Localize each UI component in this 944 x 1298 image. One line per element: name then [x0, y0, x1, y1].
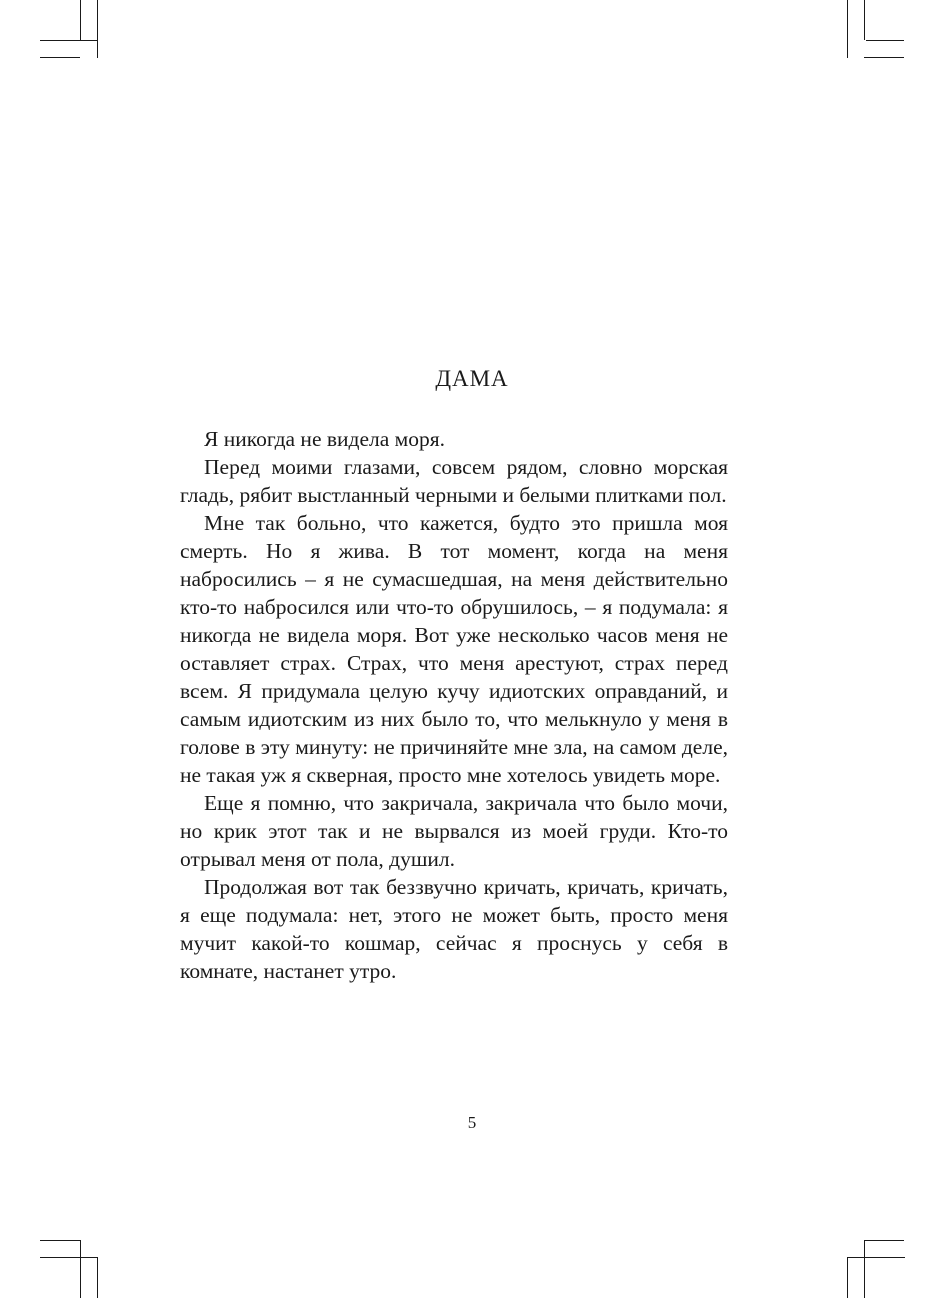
- crop-mark: [80, 0, 81, 40]
- crop-mark: [40, 40, 98, 41]
- body-text: [180, 425, 728, 985]
- crop-mark: [80, 1240, 81, 1298]
- crop-mark: [97, 1257, 98, 1298]
- paragraph: Перед моими глазами, совсем рядом, словно морская гладь, рябит выстланный черными и белыми плитками пол.: [180, 455, 728, 507]
- crop-mark: [864, 1240, 865, 1298]
- crop-mark: [866, 40, 904, 41]
- paragraph: Еще я помню, что закричала, закричала что было мочи, но крик этот так и не вырвался из моей груди. Кто-то отрывал меня от пола, душил.: [180, 791, 728, 871]
- crop-mark: [40, 57, 80, 58]
- crop-mark: [864, 0, 865, 40]
- paragraph: Я никогда не видела моря.: [204, 427, 446, 451]
- chapter-title: ДАМА: [435, 366, 509, 391]
- paragraph: Мне так больно, что кажется, будто это пришла моя смерть. Но я жива. В тот момент, когда на меня набросились – я не сумасшедшая, на меня действительно кто-то набросился или что-то обрушилось, – я подумала: я никогда не видела моря. Вот уже несколько часов меня не оставляет страх. Страх, что меня арестуют, страх перед всем. Я придумала целую кучу идиотских оправданий, и самым идиотским из них было то, что мелькнуло у меня в голове в эту минуту: не причиняйте мне зла, на самом деле, не такая уж я скверная, просто мне хотелось увидеть море.: [180, 511, 728, 787]
- crop-mark: [847, 1257, 905, 1258]
- crop-mark: [864, 1240, 904, 1241]
- page-number: 5: [467, 1113, 477, 1132]
- crop-mark: [40, 1240, 80, 1241]
- crop-mark: [847, 0, 848, 58]
- crop-mark: [40, 1257, 98, 1258]
- crop-mark: [847, 1257, 848, 1298]
- crop-mark: [864, 57, 904, 58]
- paragraph: Продолжая вот так беззвучно кричать, кричать, кричать, я еще подумала: нет, этого не может быть, просто меня мучит какой-то кошмар, сейчас я проснусь у себя в комнате, настанет утро.: [180, 875, 728, 983]
- crop-mark: [97, 0, 98, 58]
